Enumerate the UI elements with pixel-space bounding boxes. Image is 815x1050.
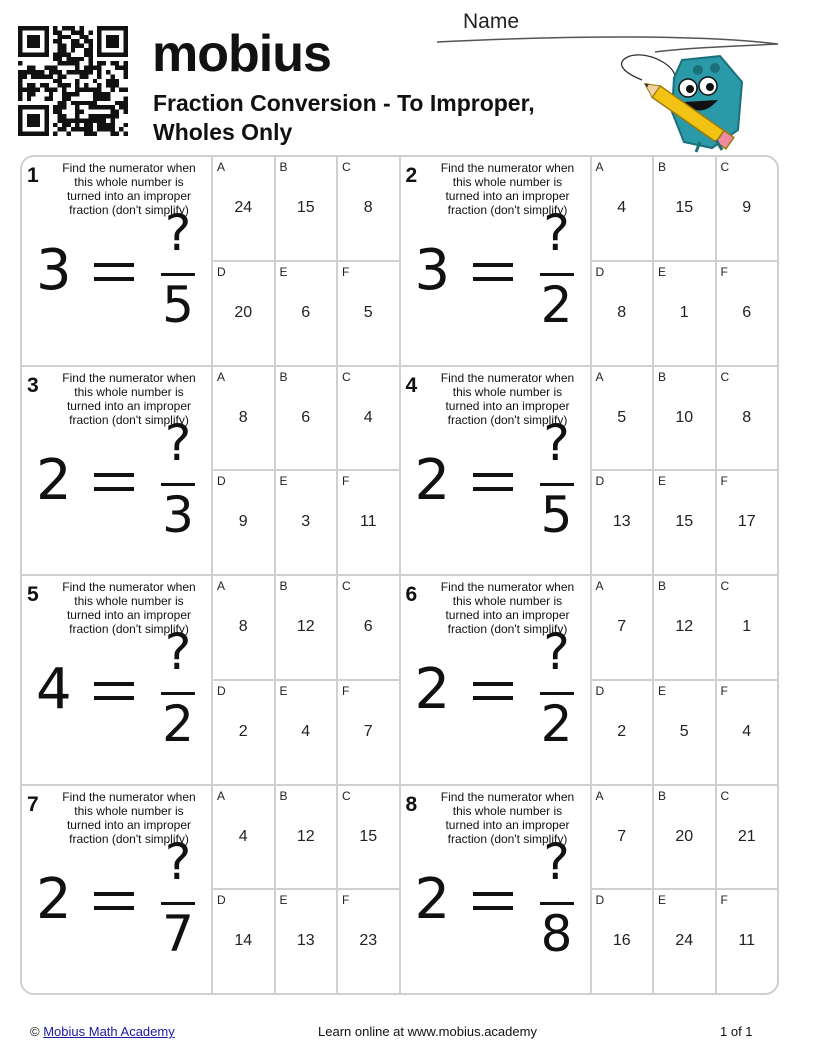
answer-choice-f[interactable] — [338, 471, 399, 574]
answer-choices — [211, 367, 399, 575]
choice-value: 12 — [296, 827, 315, 845]
numerator-unknown: ? — [543, 413, 570, 472]
choice-letter: B — [658, 160, 667, 174]
denominator: 2 — [162, 695, 194, 753]
choice-value: 21 — [737, 827, 756, 845]
worksheet-title: Fraction Conversion - To Improper, Wholes Only — [153, 90, 535, 145]
choice-letter: D — [217, 893, 226, 908]
choice-letter: F — [342, 264, 350, 279]
problem-card-6 — [401, 576, 778, 784]
equals-sign — [473, 892, 513, 914]
denominator: 3 — [162, 485, 194, 544]
denominator: 8 — [540, 904, 573, 963]
equals-sign — [473, 263, 513, 285]
answer-choice-c[interactable] — [717, 786, 778, 889]
choice-letter: D — [595, 683, 605, 698]
problem-prompt — [22, 576, 211, 784]
choice-letter: E — [279, 893, 288, 908]
answer-choice-e[interactable] — [276, 262, 337, 365]
answer-choice-f[interactable] — [338, 681, 399, 784]
answer-choice-a[interactable] — [213, 157, 274, 260]
problem-card-5 — [22, 576, 399, 784]
choice-letter: F — [342, 893, 350, 908]
answer-choice-f[interactable] — [717, 471, 778, 574]
problem-instruction: Find the numerator when this whole number is turned into an improper fraction (don't simplify) — [62, 789, 196, 846]
choice-value: 6 — [742, 303, 752, 321]
problem-number: 7 — [27, 792, 39, 816]
copyright-symbol: © — [30, 1024, 40, 1039]
learn-online-text: Learn online at www.mobius.academy — [318, 1024, 537, 1039]
choice-value: 15 — [675, 199, 694, 216]
choice-value: 14 — [234, 932, 253, 950]
choice-value: 24 — [675, 932, 694, 950]
answer-choice-e[interactable] — [276, 471, 337, 574]
choice-letter: C — [342, 160, 351, 174]
choice-value: 9 — [238, 513, 248, 531]
choice-value: 5 — [617, 408, 627, 426]
equals-sign — [473, 682, 513, 704]
answer-choice-c[interactable] — [338, 576, 399, 679]
choice-value: 20 — [234, 303, 253, 321]
equals-sign — [473, 473, 513, 495]
answer-choice-c[interactable] — [338, 786, 399, 889]
numerator-unknown: ? — [164, 832, 192, 891]
choice-letter: C — [720, 579, 730, 593]
equals-sign — [94, 682, 134, 704]
choice-letter: E — [658, 474, 667, 489]
choice-value: 4 — [617, 199, 627, 216]
problem-prompt — [22, 157, 211, 365]
equals-sign — [94, 263, 134, 285]
choice-value: 6 — [363, 618, 373, 635]
choice-letter: B — [658, 369, 667, 384]
answer-choice-b[interactable] — [276, 786, 337, 889]
problem-grid — [20, 155, 779, 995]
whole-number: 2 — [36, 447, 72, 513]
answer-choice-d[interactable] — [592, 262, 653, 365]
problem-number: 5 — [27, 583, 39, 606]
problem-number: 4 — [405, 373, 418, 397]
choice-letter: C — [342, 579, 351, 593]
page-indicator: 1 of 1 — [720, 1024, 753, 1039]
choice-value: 3 — [301, 513, 311, 531]
choice-value: 24 — [234, 199, 253, 216]
choice-letter: B — [658, 788, 667, 803]
answer-choices — [211, 576, 399, 784]
choice-letter: C — [720, 369, 730, 384]
whole-number: 2 — [414, 866, 451, 932]
choice-value: 12 — [296, 618, 315, 635]
choice-letter: D — [217, 683, 226, 698]
answer-choice-a[interactable] — [592, 157, 653, 260]
qr-code — [18, 26, 128, 136]
choice-value: 15 — [296, 199, 315, 216]
choice-letter: A — [595, 160, 604, 174]
choice-letter: E — [279, 474, 288, 489]
mascot-illustration — [612, 42, 762, 154]
answer-choices — [211, 786, 399, 994]
answer-choice-c[interactable] — [338, 367, 399, 470]
answer-choice-b[interactable] — [276, 157, 337, 260]
problem-instruction: Find the numerator when this whole number is turned into an improper fraction (don't simplify) — [62, 370, 196, 427]
answer-choice-b[interactable] — [654, 786, 715, 889]
problem-prompt — [401, 576, 590, 784]
answer-choice-d[interactable] — [592, 890, 653, 993]
choice-value: 7 — [617, 618, 627, 635]
choice-value: 2 — [238, 722, 248, 740]
denominator: 2 — [540, 276, 573, 334]
problem-prompt — [401, 786, 590, 994]
choice-letter: F — [720, 893, 728, 908]
answer-choice-f[interactable] — [717, 890, 778, 993]
answer-choice-b[interactable] — [654, 157, 715, 260]
answer-choice-c[interactable] — [717, 157, 778, 260]
choice-letter: E — [658, 893, 667, 908]
numerator-unknown: ? — [164, 204, 192, 262]
answer-choice-d[interactable] — [213, 890, 274, 993]
problem-number: 6 — [405, 583, 418, 606]
numerator-unknown: ? — [164, 623, 192, 681]
choice-letter: F — [720, 683, 728, 698]
academy-link[interactable]: Mobius Math Academy — [43, 1024, 175, 1039]
problem-number: 2 — [405, 164, 418, 187]
answer-choice-f[interactable] — [717, 681, 778, 784]
choice-value: 11 — [738, 932, 756, 950]
numerator-unknown: ? — [164, 413, 192, 472]
choice-value: 8 — [363, 199, 373, 216]
problem-prompt — [22, 786, 211, 994]
denominator: 5 — [540, 485, 573, 544]
answer-choice-c[interactable] — [717, 367, 778, 470]
answer-choice-c[interactable] — [717, 576, 778, 679]
answer-choice-e[interactable] — [654, 471, 715, 574]
choice-value: 11 — [359, 513, 377, 531]
answer-choice-e[interactable] — [654, 681, 715, 784]
problem-number: 3 — [27, 373, 39, 397]
answer-choices — [590, 786, 778, 994]
denominator: 2 — [540, 695, 573, 753]
choice-value: 6 — [301, 408, 311, 426]
problem-prompt — [401, 367, 590, 575]
choice-letter: E — [279, 683, 288, 698]
problem-card-1 — [22, 157, 399, 365]
choice-value: 7 — [617, 827, 627, 845]
choice-letter: F — [342, 683, 350, 698]
choice-value: 8 — [238, 408, 248, 426]
fraction — [157, 413, 199, 542]
fraction — [536, 622, 578, 751]
fraction — [536, 203, 578, 332]
choice-letter: A — [217, 160, 226, 174]
choice-value: 12 — [675, 618, 694, 635]
choice-letter: A — [217, 369, 226, 384]
mobius-logo — [152, 25, 331, 83]
answer-choice-a[interactable] — [592, 786, 653, 889]
choice-letter: B — [279, 369, 288, 384]
choice-letter: A — [217, 788, 226, 803]
choice-letter: D — [595, 474, 605, 489]
answer-choice-f[interactable] — [717, 262, 778, 365]
problem-card-8 — [401, 786, 778, 994]
fraction — [157, 203, 199, 332]
equals-sign — [94, 892, 134, 914]
choice-value: 13 — [612, 513, 631, 531]
numerator-unknown: ? — [543, 832, 570, 891]
problem-card-3 — [22, 367, 399, 575]
choice-letter: B — [279, 579, 288, 593]
choice-letter: F — [720, 474, 728, 489]
equals-sign — [94, 473, 134, 495]
answer-choice-a[interactable] — [213, 367, 274, 470]
denominator: 5 — [162, 276, 194, 334]
answer-choices — [590, 576, 778, 784]
choice-letter: D — [595, 893, 605, 908]
answer-choices — [211, 157, 399, 365]
choice-value: 1 — [742, 618, 752, 635]
problem-number: 8 — [405, 792, 418, 816]
whole-number: 2 — [414, 657, 451, 722]
choice-letter: D — [217, 474, 226, 489]
answer-choices — [590, 157, 778, 365]
choice-letter: F — [720, 264, 728, 279]
whole-number: 4 — [36, 657, 72, 722]
choice-letter: B — [279, 788, 288, 803]
fraction — [157, 832, 199, 961]
answer-choice-b[interactable] — [654, 576, 715, 679]
numerator-unknown: ? — [543, 204, 570, 262]
choice-value: 15 — [359, 827, 378, 845]
choice-value: 15 — [675, 513, 694, 531]
choice-value: 4 — [238, 827, 248, 845]
choice-value: 10 — [675, 408, 694, 426]
choice-letter: A — [217, 579, 226, 593]
choice-letter: C — [720, 160, 730, 174]
choice-letter: A — [595, 369, 604, 384]
whole-number: 2 — [36, 866, 72, 932]
answer-choice-d[interactable] — [592, 471, 653, 574]
problem-card-7 — [22, 786, 399, 994]
answer-choice-f[interactable] — [338, 890, 399, 993]
answer-choice-d[interactable] — [592, 681, 653, 784]
problem-instruction: Find the numerator when this whole number is turned into an improper fraction (don't simplify) — [440, 370, 575, 427]
choice-letter: C — [342, 369, 351, 384]
choice-value: 13 — [296, 932, 315, 950]
denominator: 7 — [162, 904, 194, 963]
answer-choice-c[interactable] — [338, 157, 399, 260]
choice-letter: D — [217, 264, 226, 279]
answer-choice-a[interactable] — [213, 786, 274, 889]
answer-choice-e[interactable] — [276, 681, 337, 784]
choice-value: 16 — [612, 932, 631, 950]
choice-value: 8 — [617, 303, 627, 321]
fraction — [536, 832, 578, 961]
problem-instruction: Find the numerator when this whole number is turned into an improper fraction (don't simplify) — [440, 161, 575, 217]
problem-card-4 — [401, 367, 778, 575]
answer-choice-d[interactable] — [213, 262, 274, 365]
choice-value: 6 — [301, 303, 311, 321]
choice-value: 4 — [363, 408, 373, 426]
problem-instruction: Find the numerator when this whole number is turned into an improper fraction (don't simplify) — [440, 580, 575, 636]
choice-letter: D — [595, 264, 605, 279]
whole-number: 2 — [414, 447, 451, 513]
logo-text: mobius — [152, 25, 331, 83]
choice-value: 4 — [742, 722, 752, 740]
choice-value: 9 — [742, 199, 752, 216]
footer-copyright — [30, 1024, 175, 1039]
problem-number: 1 — [27, 164, 39, 187]
answer-choice-a[interactable] — [592, 576, 653, 679]
whole-number: 3 — [36, 238, 72, 303]
choice-letter: B — [279, 160, 288, 174]
choice-value: 7 — [363, 722, 373, 740]
answer-choices — [590, 367, 778, 575]
choice-value: 23 — [359, 932, 378, 950]
answer-choice-d[interactable] — [213, 681, 274, 784]
answer-choice-b[interactable] — [654, 367, 715, 470]
answer-choice-e[interactable] — [276, 890, 337, 993]
choice-value: 4 — [301, 722, 311, 740]
problem-instruction: Find the numerator when this whole number is turned into an improper fraction (don't simplify) — [440, 789, 575, 846]
answer-choice-e[interactable] — [654, 890, 715, 993]
choice-letter: E — [658, 683, 667, 698]
problem-prompt — [22, 367, 211, 575]
choice-value: 20 — [675, 827, 694, 845]
whole-number: 3 — [414, 238, 451, 303]
problem-card-2 — [401, 157, 778, 365]
problem-instruction: Find the numerator when this whole number is turned into an improper fraction (don't simplify) — [62, 161, 196, 217]
numerator-unknown: ? — [543, 623, 570, 681]
answer-choice-e[interactable] — [654, 262, 715, 365]
choice-letter: C — [720, 788, 730, 803]
choice-value: 1 — [679, 303, 689, 321]
choice-value: 5 — [679, 722, 689, 740]
answer-choice-a[interactable] — [213, 576, 274, 679]
choice-letter: B — [658, 579, 667, 593]
choice-value: 8 — [238, 618, 248, 635]
problem-instruction: Find the numerator when this whole number is turned into an improper fraction (don't simplify) — [62, 580, 196, 636]
choice-letter: E — [279, 264, 288, 279]
choice-letter: C — [342, 788, 351, 803]
name-label: Name — [463, 10, 520, 33]
choice-value: 8 — [742, 408, 752, 426]
answer-choice-f[interactable] — [338, 262, 399, 365]
choice-letter: E — [658, 264, 667, 279]
choice-value: 5 — [363, 303, 373, 321]
choice-letter: A — [595, 788, 604, 803]
fraction — [157, 622, 199, 751]
answer-choice-b[interactable] — [276, 367, 337, 470]
choice-letter: F — [342, 474, 350, 489]
fraction — [536, 413, 578, 542]
answer-choice-a[interactable] — [592, 367, 653, 470]
choice-value: 2 — [617, 722, 627, 740]
answer-choice-b[interactable] — [276, 576, 337, 679]
answer-choice-d[interactable] — [213, 471, 274, 574]
choice-value: 17 — [737, 513, 756, 531]
choice-letter: A — [595, 579, 604, 593]
problem-prompt — [401, 157, 590, 365]
